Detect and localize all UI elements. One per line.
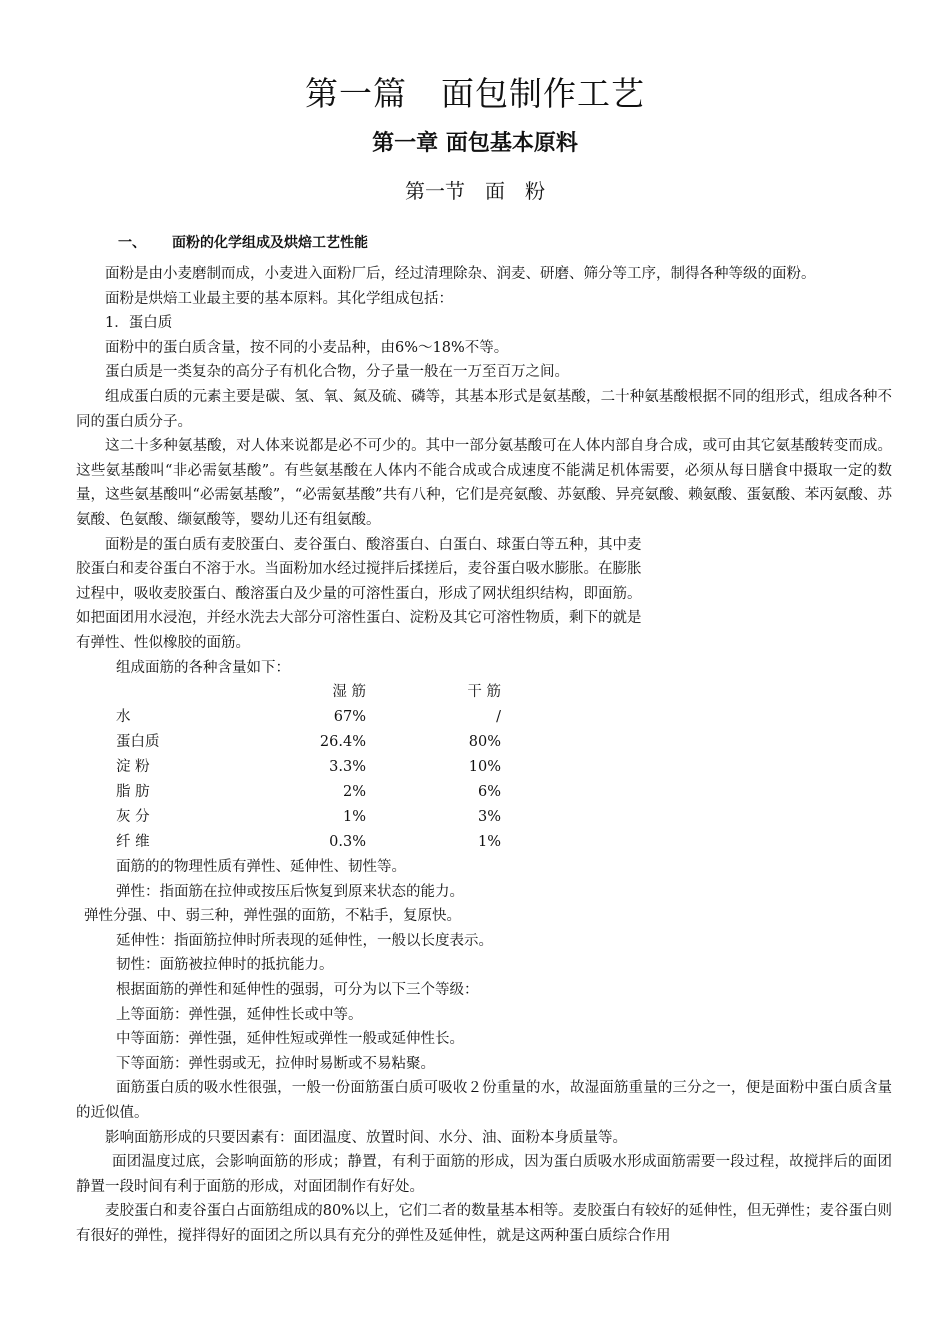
paragraph: 面粉是由小麦磨制而成，小麦进入面粉厂后，经过清理除杂、润麦、研磨、筛分等工序，制得各种等级的面粉。 — [105, 266, 816, 282]
chapter-title: 第一章 面包基本原料 — [372, 130, 578, 156]
table-cell: / — [496, 709, 501, 726]
table-cell: 67% — [333, 709, 366, 726]
document-body — [76, 262, 892, 1249]
paragraph: 影响面筋形成的只要因素有：面团温度、放置时间、水分、油、面粉本身质量等。 — [105, 1129, 627, 1146]
table-cell: 10% — [468, 759, 501, 776]
paragraph: 弹性：指面筋在拉伸或按压后恢复到原来状态的能力。 — [116, 883, 464, 900]
table-header-cell: 湿 筋 — [332, 684, 366, 701]
paragraph: 根据面筋的弹性和延伸性的强弱，可分为以下三个等级： — [116, 982, 479, 999]
section-title: 第一节 面 粉 — [405, 179, 545, 203]
heading-text: 面粉的化学组成及烘焙工艺性能 — [172, 235, 368, 251]
gluten-composition-table — [116, 680, 501, 855]
paragraph: 蛋白质是一类复杂的高分子有机化合物，分子量一般在一万至百万之间。 — [105, 364, 569, 381]
table-row — [116, 730, 501, 755]
paragraph-line: 面粉是的蛋白质有麦胶蛋白、麦谷蛋白、酸溶蛋白、白蛋白、球蛋白等五种，其中麦 — [105, 536, 642, 553]
table-cell: 淀 粉 — [116, 759, 150, 776]
table-cell: 蛋白质 — [116, 734, 160, 751]
paragraph: 中等面筋：弹性强，延伸性短或弹性一般或延伸性长。 — [116, 1031, 464, 1048]
table-header-row — [116, 680, 501, 705]
paragraph: 面粉是烘焙工业最主要的基本原料。其化学组成包括： — [105, 290, 453, 307]
heading-number: 一、 — [118, 235, 146, 251]
part-title: 第一篇 面包制作工艺 — [305, 74, 645, 113]
table-header-cell — [116, 680, 246, 705]
table-cell: 1% — [342, 809, 366, 826]
paragraph: 组成蛋白质的元素主要是碳、氢、氧、氮及硫、磷等，其基本形式是氨基酸，二十种氨基酸根据不同的组形式，组成各种不同的蛋白质分子。 — [76, 388, 892, 430]
paragraph: 弹性分强、中、弱三种，弹性强的面筋，不粘手，复原快。 — [84, 908, 461, 925]
table-cell: 灰 分 — [116, 809, 150, 826]
table-cell: 3.3% — [329, 759, 366, 776]
paragraph: 韧性：面筋被拉伸时的抵抗能力。 — [116, 957, 334, 974]
table-cell: 水 — [116, 709, 131, 726]
numbered-subheading: 1．蛋白质 — [105, 315, 173, 332]
table-cell: 6% — [477, 784, 501, 801]
table-intro: 组成面筋的各种含量如下： — [116, 659, 290, 676]
table-cell: 80% — [468, 734, 501, 751]
table-cell: 脂 肪 — [116, 784, 150, 801]
paragraph: 面粉中的蛋白质含量，按不同的小麦品种，由6%～18%不等。 — [105, 339, 509, 356]
table-cell: 纤 维 — [116, 834, 150, 851]
table-cell: 3% — [477, 809, 501, 826]
table-cell: 1% — [477, 834, 501, 851]
paragraph: 面筋的的物理性质有弹性、延伸性、韧性等。 — [116, 859, 406, 876]
paragraph-line: 胶蛋白和麦谷蛋白不溶于水。当面粉加水经过搅拌后揉搓后，麦谷蛋白吸水膨胀。在膨胀 — [76, 561, 642, 578]
paragraph: 下等面筋：弹性弱或无，拉伸时易断或不易粘聚。 — [116, 1055, 435, 1072]
table-row — [116, 780, 501, 805]
paragraph: 上等面筋：弹性强，延伸性长或中等。 — [116, 1006, 363, 1023]
table-cell: 26.4% — [319, 734, 366, 751]
table-row — [116, 805, 501, 830]
table-row — [116, 830, 501, 855]
paragraph: 延伸性：指面筋拉伸时所表现的延伸性，一般以长度表示。 — [116, 932, 493, 949]
paragraph-line: 过程中，吸收麦胶蛋白、酸溶蛋白及少量的可溶性蛋白，形成了网状组织结构，即面筋。 — [76, 585, 642, 602]
paragraph: 面团温度过底，会影响面筋的形成；静置，有利于面筋的形成，因为蛋白质吸水形成面筋需要一段过程，故搅拌后的面团静置一段时间有利于面筋的形成，对面团制作有好处。 — [76, 1154, 892, 1195]
table-row — [116, 705, 501, 730]
paragraph: 麦胶蛋白和麦谷蛋白占面筋组成的80%以上，它们二者的数量基本相等。麦胶蛋白有较好的延伸性，但无弹性；麦谷蛋白则有很好的弹性，搅拌得好的面团之所以具有充分的弹性及延伸性，就是这两种蛋白质综合作用 — [76, 1203, 892, 1244]
paragraph: 面筋蛋白质的吸水性很强，一般一份面筋蛋白质可吸收２份重量的水，故湿面筋重量的三分之一，便是面粉中蛋白质含量的近似值。 — [76, 1080, 892, 1122]
paragraph-line: 有弹性、性似橡胶的面筋。 — [76, 634, 250, 651]
paragraph: 这二十多种氨基酸，对人体来说都是必不可少的。其中一部分氨基酸可在人体内部自身合成，或可由其它氨基酸转变而成。这些氨基酸叫“非必需氨基酸”。有些氨基酸在人体内不能合成或合成速度不能满足机体需要，必须从每日膳食中摄取一定的数量，这些氨基酸叫“必需氨基酸”，“必需氨基酸”共有八种，它们是亮氨酸、苏氨酸、异亮氨酸、赖氨酸、蛋氨酸、苯丙氨酸、苏氨酸、色氨酸、缬氨酸等，婴幼儿还有组氨酸。 — [76, 438, 892, 528]
paragraph-line: 如把面团用水浸泡，并经水洗去大部分可溶性蛋白、淀粉及其它可溶性物质，剩下的就是 — [76, 610, 642, 627]
table-cell: 0.3% — [329, 834, 366, 851]
table-cell: 2% — [342, 784, 366, 801]
subsection-heading — [118, 232, 368, 252]
table-row — [116, 755, 501, 780]
table-header-cell: 干 筋 — [467, 684, 501, 701]
